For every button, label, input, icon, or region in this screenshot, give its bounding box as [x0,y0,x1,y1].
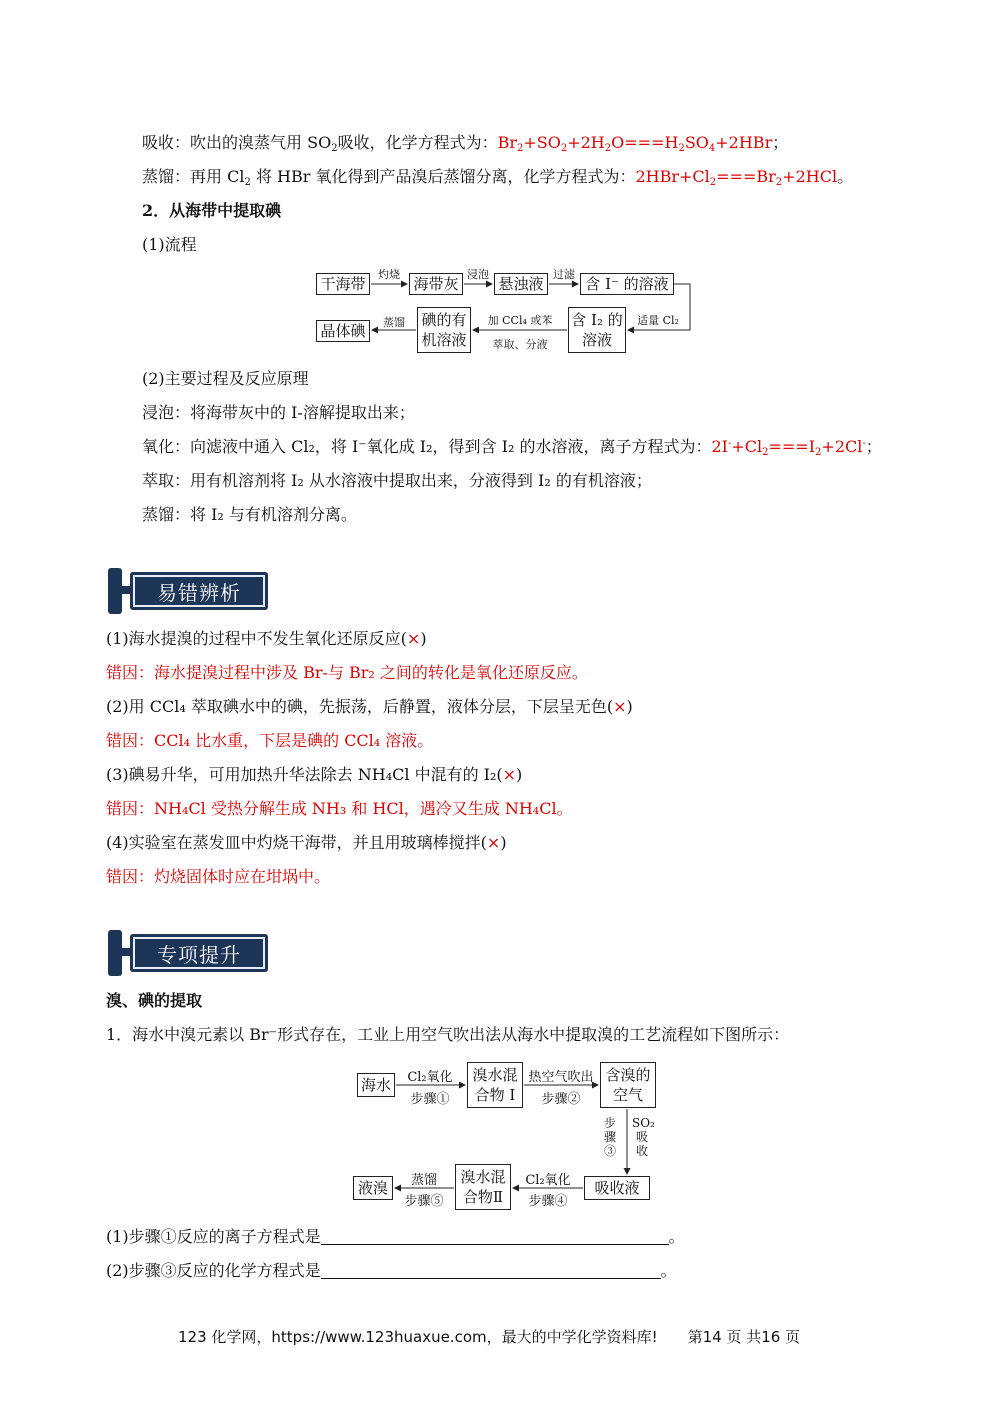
error-reason-4: 错因：灼烧固体时应在坩埚中。 [106,867,331,886]
flow-label-step3: 步骤③ [603,1116,616,1158]
flow-box-bromine-mix-2: 溴水混 合物Ⅱ [455,1164,511,1210]
distill-equation: $2HBr+Cl_2===Br_2+2HCl$ [635,167,838,188]
error-item-4: (4)实验室在蒸发皿中灼烧干海带，并且用玻璃棒搅拌(×) [106,833,507,852]
soak-line: 浸泡：将海带灰中的 I-溶解提取出来； [142,403,415,422]
flow-arrow-label-filter: 过滤 [553,268,575,281]
special-topic-banner: 专项提升 [108,930,268,976]
error-reason-1: 错因：海水提溴过程中涉及 Br-与 Br₂ 之间的转化是氧化还原反应。 [106,663,588,682]
flow-arrow-label-soak: 浸泡 [467,268,489,281]
distill-line: 蒸馏：再用 $Cl_2$ 将 HBr 氧化得到产品溴后蒸馏分离，化学方程式为：$2HBr+Cl_2===Br_2+2HCl$。 [142,167,854,188]
flow-label-so2-absorb: SO₂吸收 [632,1116,655,1158]
flow-box-absorb-liquid: 吸收液 [584,1176,650,1200]
error-reason-3: 错因：NH₄Cl 受热分解生成 NH₃ 和 HCl，遇冷又生成 NH₄Cl。 [106,799,573,818]
flow-side-label-cl2: 适量 Cl₂ [637,314,679,327]
page-footer: 123 化学网，https://www.123huaxue.com，最大的中学化学资料库! 第14 页 共16 页 [178,1328,801,1346]
flow-box-iodine-solution: 含 I₂ 的 溶液 [568,307,626,353]
flow-label-step2-bottom: 步骤② [541,1092,581,1107]
error-item-1: (1)海水提溴的过程中不发生氧化还原反应(×) [106,629,427,648]
process-label: (2)主要过程及反应原理 [142,369,309,388]
oxidation-line: 氧化：向滤液中通入 Cl₂，将 I⁻氧化成 I₂，得到含 I₂ 的水溶液，离子方程式为：$2I^-+Cl_2===I_2+2Cl^-$； [142,437,882,458]
cl2-formula: $Cl_2$ [227,167,251,188]
flow-box-iodide-solution: 含 I⁻ 的溶液 [580,273,674,295]
error-item-2: (2)用 CCl₄ 萃取碘水中的碘，先振荡，后静置，液体分层，下层呈无色(×) [106,697,633,716]
oxidation-equation: $2I^-+Cl_2===I_2+2Cl^-$ [711,437,866,458]
distill2-line: 蒸馏：将 I₂ 与有机溶剂分离。 [142,505,357,524]
flow-box-seawater: 海水 [357,1073,395,1097]
flow-box-bromine-air: 含溴的 空气 [600,1062,656,1108]
flow-label: (1)流程 [142,235,197,254]
flow-arrow-label-extract-bottom: 萃取、分液 [492,338,548,351]
flow-label-step1-bottom: 步骤① [410,1092,450,1107]
extract-line: 萃取：用有机溶剂将 I₂ 从水溶液中提取出来，分液得到 I₂ 的有机溶液； [142,471,652,490]
error-reason-2: 错因：CCl₄ 比水重，下层是碘的 CCl₄ 溶液。 [106,731,434,750]
flow-label-step5-bottom: 步骤⑤ [404,1194,444,1209]
practice-heading: 溴、碘的提取 [106,991,203,1010]
flow-label-step4-top: Cl₂氧化 [525,1173,571,1188]
flow-label-step5-top: 蒸馏 [410,1173,437,1188]
so2-formula: $SO_2$ [307,133,338,154]
sub-question-2: (2)步骤③反应的化学方程式是 。 [106,1261,677,1280]
error-analysis-banner: 易错辨析 [108,568,268,614]
absorb-line: 吸收：吹出的溴蒸气用 $SO_2$吸收，化学方程式为：$Br_2+SO_2+2H_2O===H_2SO_4+2HBr$； [142,133,789,154]
flow-box-suspension: 悬浊液 [494,273,548,295]
flow-label-step4-bottom: 步骤④ [528,1194,568,1209]
error-item-3: (3)碘易升华，可用加热升华法除去 NH₄Cl 中混有的 I₂(×) [106,765,523,784]
flow-box-liquid-bromine: 液溴 [353,1176,393,1200]
flow-box-bromine-mix-1: 溴水混 合物 I [467,1062,523,1108]
answer-blank-2[interactable] [321,1262,661,1279]
flow-box-kelp-ash: 海带灰 [409,273,463,295]
flow-arrow-label-distill: 蒸馏 [383,316,405,329]
flow-arrow-label-extract-top: 加 CCl₄ 或苯 [487,314,553,327]
flow-box-organic-iodine: 碘的有 机溶液 [417,307,471,353]
flow-label-step1-top: Cl₂氧化 [407,1070,453,1085]
section2-heading: 2．从海带中提取碘 [142,201,282,220]
answer-blank-1[interactable] [321,1228,669,1245]
flow-box-dry-kelp: 干海带 [316,273,370,295]
flow-arrow-label-burn: 灼烧 [378,268,400,281]
practice-question-1: 1．海水中溴元素以 Br⁻形式存在，工业上用空气吹出法从海水中提取溴的工艺流程如下图所示： [106,1025,790,1044]
flow-box-crystal-iodine: 晶体碘 [316,320,370,342]
absorb-equation: $Br_2+SO_2+2H_2O===H_2SO_4+2HBr$ [497,133,773,154]
flow-label-step2-top: 热空气吹出 [528,1070,594,1085]
sub-question-1: (1)步骤①反应的离子方程式是 。 [106,1227,685,1246]
